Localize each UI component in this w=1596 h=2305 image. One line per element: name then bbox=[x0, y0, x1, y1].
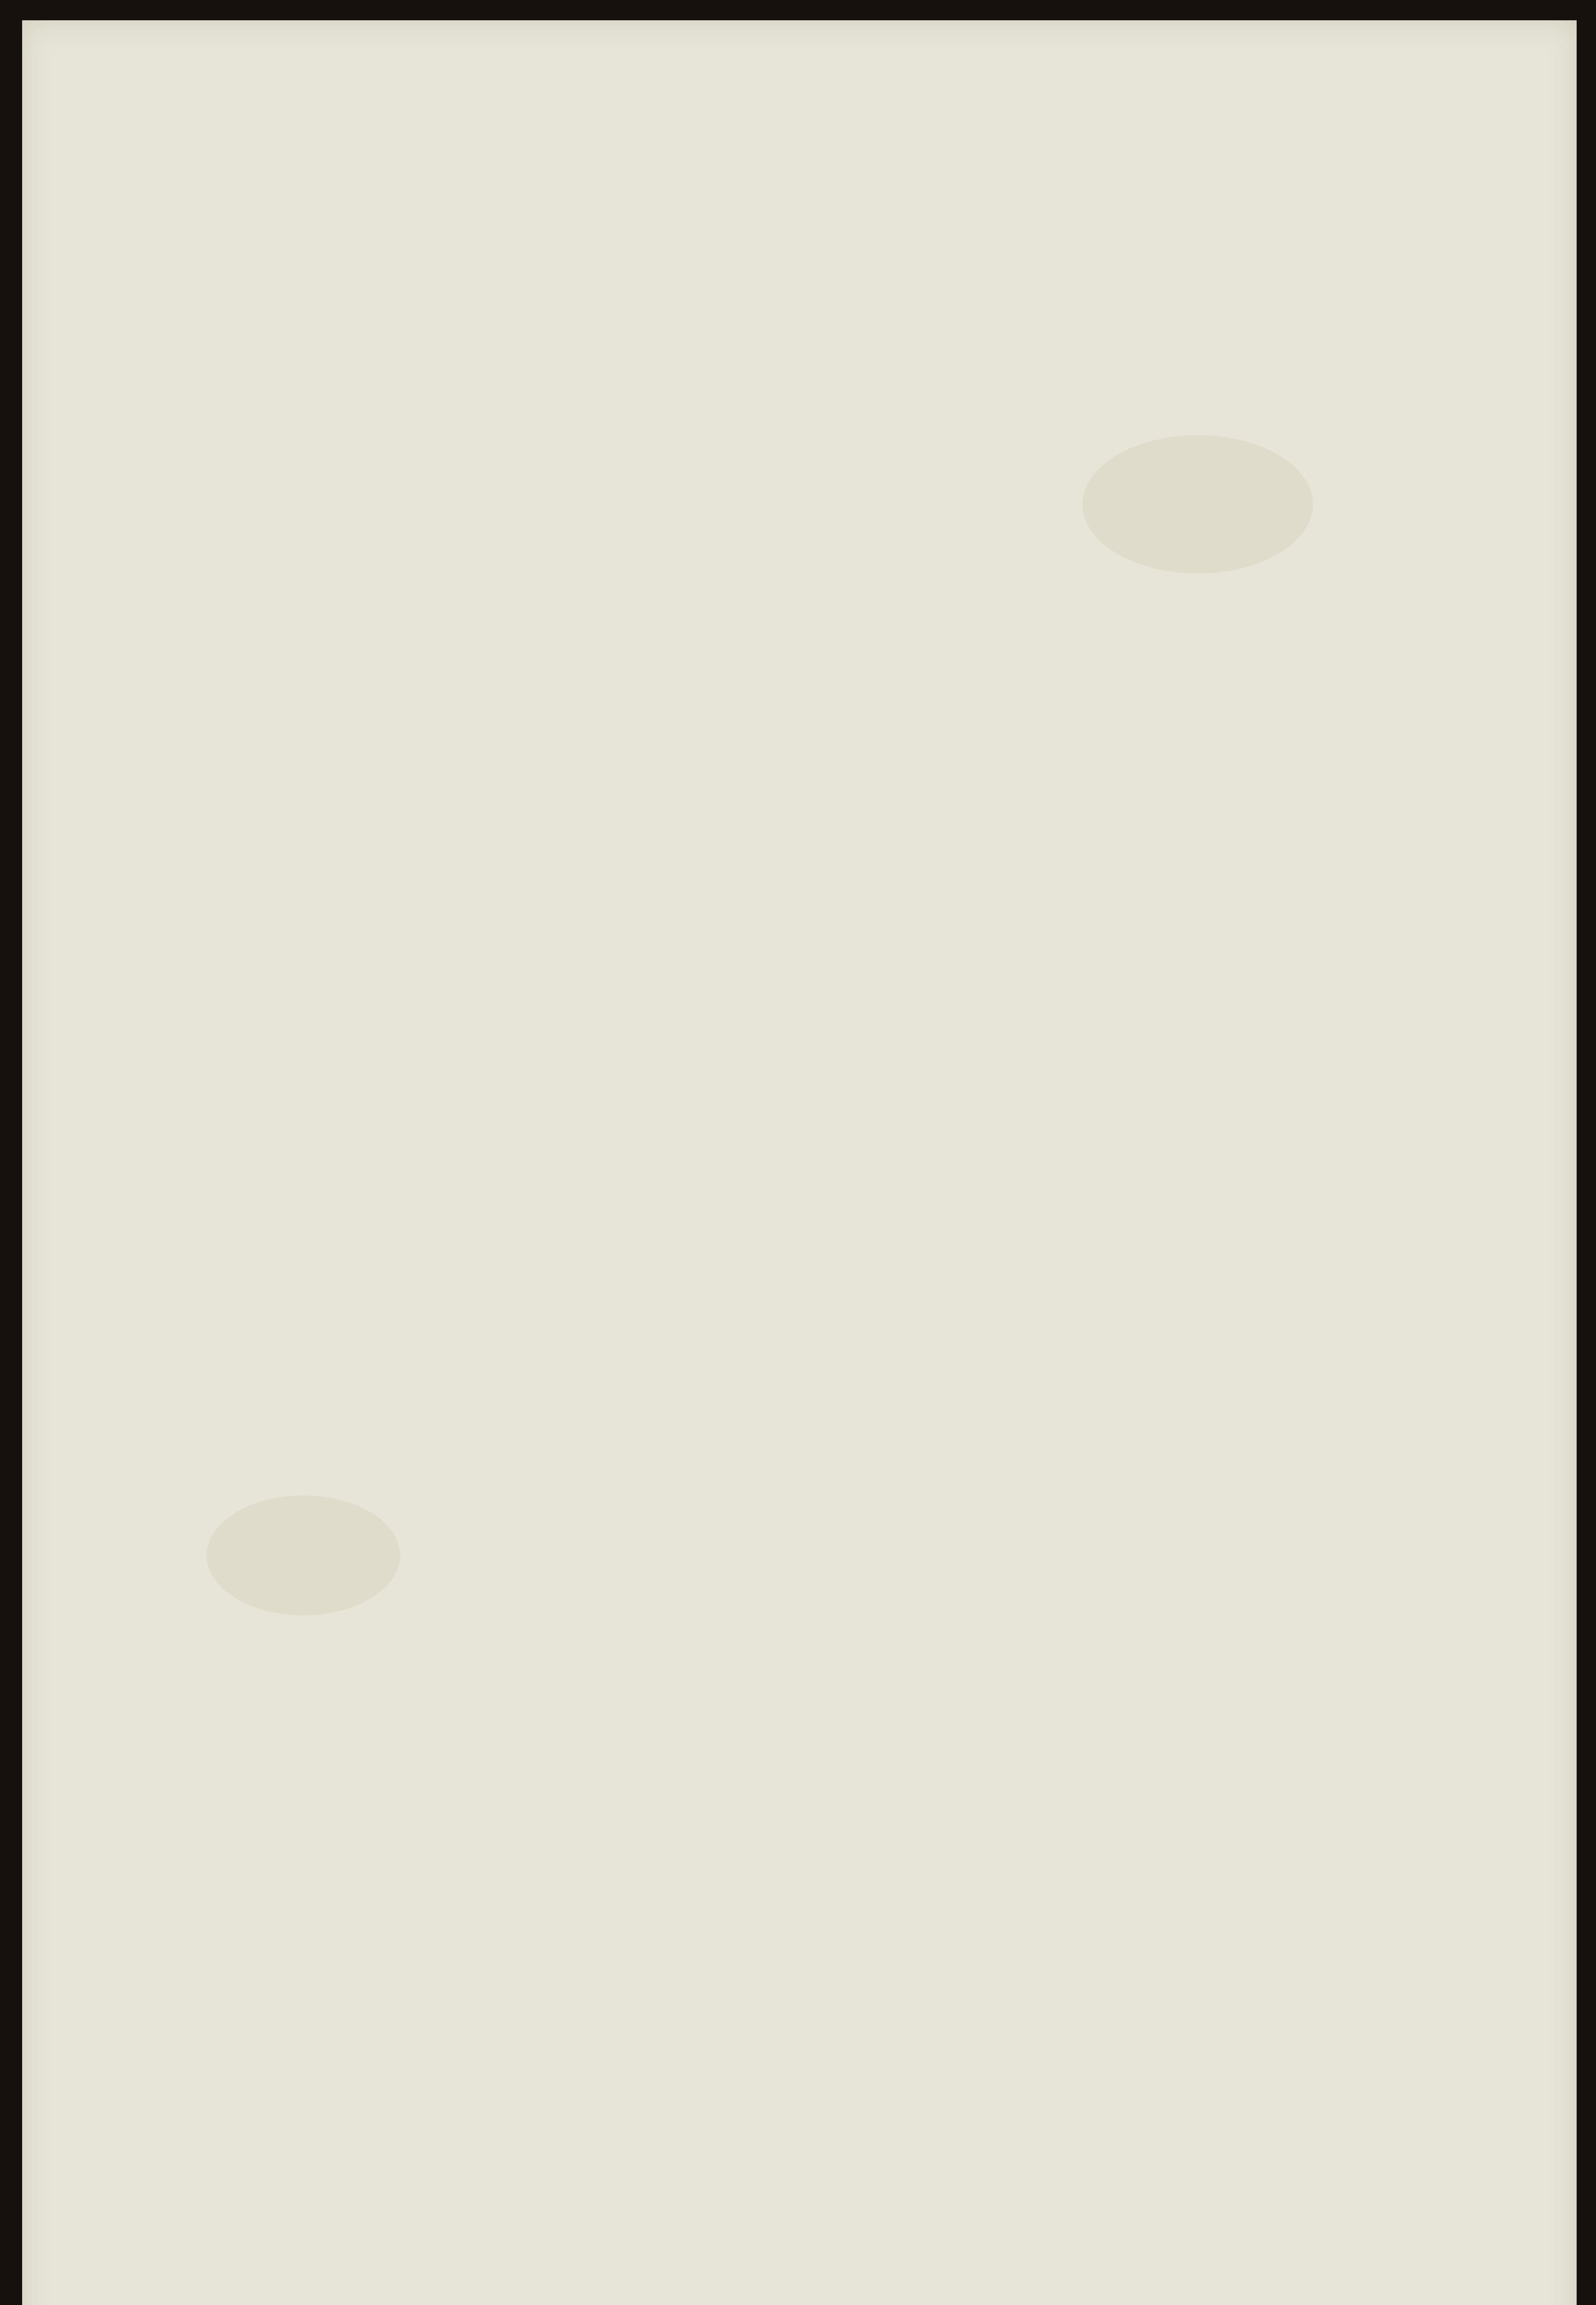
paper-stain bbox=[1082, 435, 1313, 573]
document-page bbox=[22, 20, 1577, 2305]
paper-stain bbox=[207, 1495, 400, 1615]
